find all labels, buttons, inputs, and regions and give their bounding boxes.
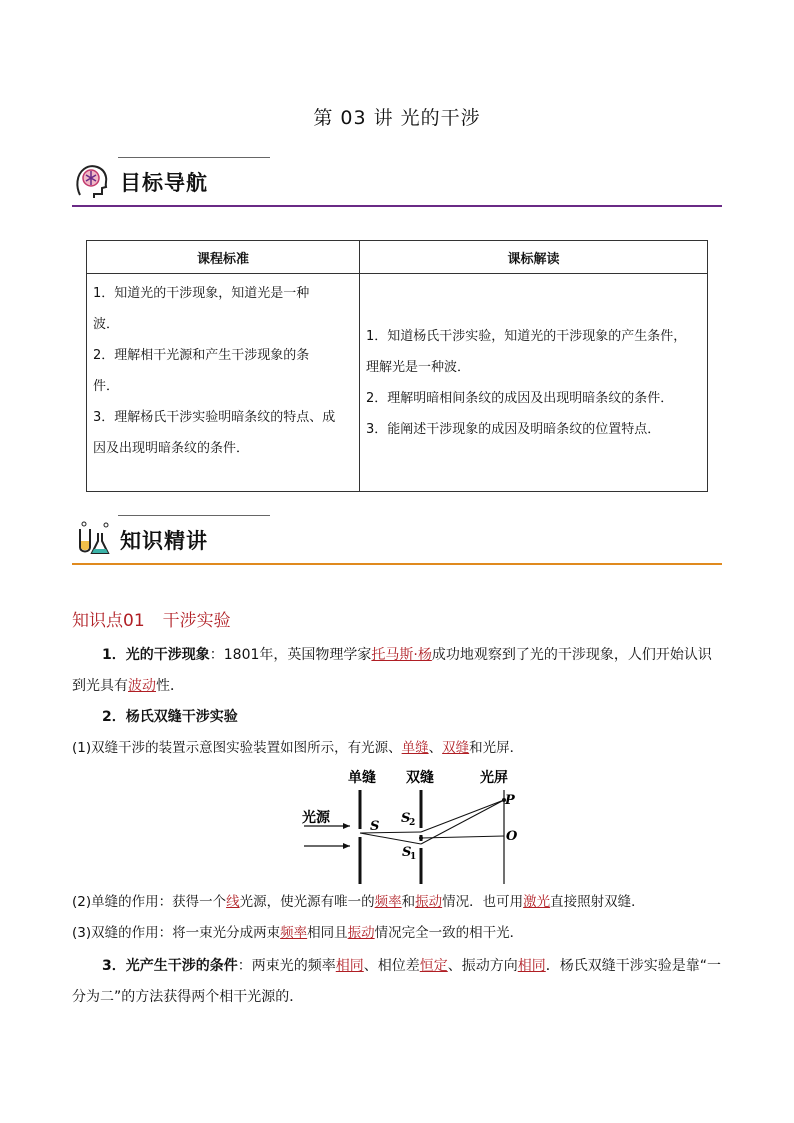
para-heading: 3．光产生干涉的条件 bbox=[102, 958, 238, 974]
paragraph-interference-conditions bbox=[72, 951, 722, 1013]
underlined-term: 振动 bbox=[347, 925, 375, 941]
underlined-term: 托马斯·杨 bbox=[371, 647, 432, 663]
paragraph-young-experiment bbox=[72, 702, 722, 733]
label-S1-sub: 1 bbox=[410, 852, 417, 862]
arrow-head bbox=[343, 843, 350, 849]
underlined-term: 频率 bbox=[280, 925, 308, 941]
text: ．杨氏双缝干涉实验是靠“一 bbox=[545, 958, 722, 974]
text: 和 bbox=[401, 894, 416, 910]
label-P: P bbox=[505, 793, 515, 808]
underlined-term: 相同 bbox=[517, 958, 546, 974]
text: 到光具有 bbox=[72, 678, 128, 694]
knowledge-point-name: 干涉实验 bbox=[162, 611, 231, 631]
text: ：两束光的频率 bbox=[237, 958, 336, 974]
label-S1: S bbox=[402, 845, 412, 860]
text: 情况完全一致的相干光． bbox=[374, 925, 524, 941]
section-header-nav bbox=[72, 155, 722, 207]
text: 和光屏． bbox=[469, 740, 524, 756]
paragraph-double-slit-role bbox=[72, 918, 722, 949]
knowledge-point-title bbox=[72, 606, 231, 631]
section-header-knowledge bbox=[72, 513, 722, 565]
text: 直接照射双缝． bbox=[550, 894, 645, 910]
label-source: 光源 bbox=[302, 810, 330, 826]
para-heading: 2．杨氏双缝干涉实验 bbox=[102, 709, 238, 725]
table-line: 3．理解杨氏干涉实验明暗条纹的特点、成 bbox=[93, 410, 336, 425]
knowledge-point-number: 知识点01 bbox=[72, 611, 145, 631]
underlined-term: 振动 bbox=[415, 894, 443, 910]
label-S2-sub: 2 bbox=[409, 818, 416, 828]
table-line: 波． bbox=[93, 317, 120, 332]
text: 光源，使光源有唯一的 bbox=[239, 894, 375, 910]
table-line: 2．理解明暗相间条纹的成因及出现明暗条纹的条件． bbox=[366, 390, 674, 406]
underlined-term: 相同 bbox=[335, 958, 364, 974]
table-line: 1．知道杨氏干涉实验，知道光的干涉现象的产生条件， bbox=[366, 328, 687, 344]
paragraph-single-slit-role bbox=[72, 887, 722, 918]
flask-icon bbox=[72, 519, 112, 559]
text: 相同且 bbox=[307, 925, 348, 941]
section-bottom-rule bbox=[72, 563, 722, 565]
standards-table bbox=[86, 240, 708, 492]
table-line: 1．知道光的干涉现象，知道光是一种 bbox=[93, 286, 310, 301]
label-single-slit: 单缝 bbox=[348, 770, 376, 786]
table-header: 课标解读 bbox=[360, 241, 708, 274]
text: 、 bbox=[428, 740, 443, 756]
table-line: 理解光是一种波． bbox=[366, 359, 471, 375]
text: 成功地观察到了光的干涉现象，人们开始认识 bbox=[431, 647, 712, 663]
section-bottom-rule bbox=[72, 205, 722, 207]
text: (2)单缝的作用：获得一个 bbox=[72, 894, 227, 910]
underlined-term: 双缝 bbox=[442, 740, 470, 756]
text: (1)双缝干涉的装置示意图实验装置如图所示，有光源、 bbox=[72, 740, 402, 756]
underlined-term: 波动 bbox=[128, 678, 156, 694]
label-S2: S bbox=[401, 811, 411, 826]
ray-s2-p bbox=[421, 800, 504, 832]
underlined-term: 频率 bbox=[374, 894, 402, 910]
table-cell-interpretation bbox=[360, 274, 708, 492]
table-cell-standards bbox=[87, 274, 360, 492]
table-line: 2．理解相干光源和产生干涉现象的条 bbox=[93, 348, 310, 363]
section-top-rule bbox=[118, 515, 270, 516]
label-screen: 光屏 bbox=[480, 770, 508, 786]
underlined-term: 激光 bbox=[523, 894, 551, 910]
label-double-slit: 双缝 bbox=[406, 770, 434, 786]
table-header: 课程标准 bbox=[87, 241, 360, 274]
underlined-term: 恒定 bbox=[419, 958, 448, 974]
brain-head-icon bbox=[72, 161, 112, 201]
text: 情况．也可用 bbox=[442, 894, 524, 910]
table-line: 3．能阐述干涉现象的成因及明暗条纹的位置特点． bbox=[366, 421, 661, 437]
para-heading: 1．光的干涉现象 bbox=[102, 647, 210, 663]
text: ：1801年，英国物理学家 bbox=[209, 647, 372, 663]
ray-s-s1 bbox=[360, 833, 421, 844]
section-top-rule bbox=[118, 157, 270, 158]
text: 、振动方向 bbox=[447, 958, 518, 974]
text: 、相位差 bbox=[363, 958, 420, 974]
double-slit-diagram bbox=[296, 764, 536, 888]
paragraph-apparatus bbox=[72, 733, 722, 764]
section-label: 知识精讲 bbox=[120, 529, 208, 553]
table-line: 件． bbox=[93, 379, 120, 394]
underlined-term: 线 bbox=[226, 894, 240, 910]
label-O: O bbox=[506, 829, 518, 844]
midpoint-dot bbox=[419, 836, 423, 840]
table-line: 因及出现明暗条纹的条件． bbox=[93, 441, 250, 456]
text: (3)双缝的作用：将一束光分成两束 bbox=[72, 925, 281, 941]
underlined-term: 单缝 bbox=[401, 740, 429, 756]
paragraph-interference bbox=[72, 640, 722, 702]
text: 性． bbox=[156, 678, 184, 694]
text: 分为二”的方法获得两个相干光源的． bbox=[72, 989, 304, 1005]
section-label: 目标导航 bbox=[120, 171, 208, 195]
arrow-head bbox=[343, 823, 350, 829]
page-title: 第 03 讲 光的干涉 bbox=[313, 107, 481, 129]
label-S: S bbox=[370, 819, 380, 834]
